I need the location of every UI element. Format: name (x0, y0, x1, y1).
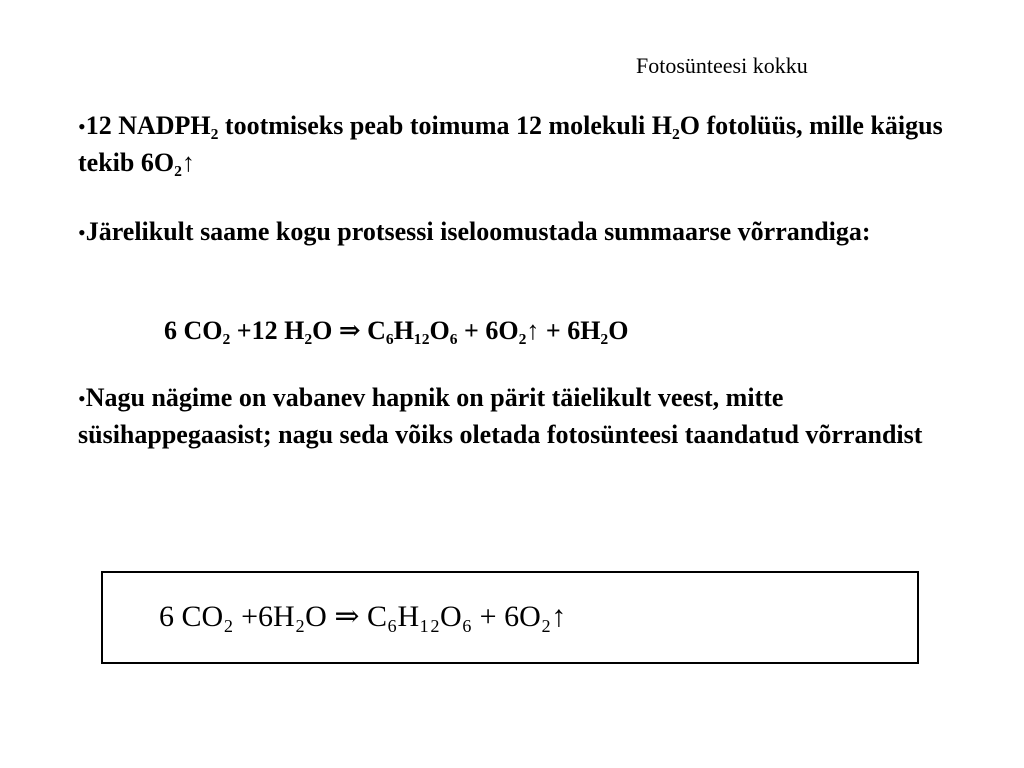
bullet-item-3 (78, 380, 958, 453)
bullet-text-3: Nagu nägime on vabanev hapnik on pärit täielikult veest, mitte süsihappegaasist; nagu seda võiks oletada fotosünteesi taandatud võrrandist (78, 383, 923, 449)
reduced-equation-box (101, 571, 919, 664)
reduced-equation: 6 CO₂ +6H₂O ⇒ C₆H₁₂O₆ + 6O₂↑ (159, 600, 567, 633)
slide-title: Fotosünteesi kokku (636, 53, 808, 78)
bullet-item-2 (78, 214, 958, 251)
bullet-text-2: Järelikult saame kogu protsessi iseloomustada summaarse võrrandiga: (85, 217, 871, 246)
bullet-marker: • (78, 114, 86, 139)
bullet-marker: • (78, 220, 86, 245)
bullet-text-1: 12 NADPH₂ tootmiseks peab toimuma 12 molekuli H₂O fotolüüs, mille käigus tekib 6O₂↑ (78, 111, 943, 177)
bullet-item-1 (78, 108, 958, 181)
summary-equation: 6 CO₂ +12 H₂O ⇒ C₆H₁₂O₆ + 6O₂↑ + 6H₂O (164, 316, 629, 345)
bullet-marker: • (78, 386, 86, 411)
